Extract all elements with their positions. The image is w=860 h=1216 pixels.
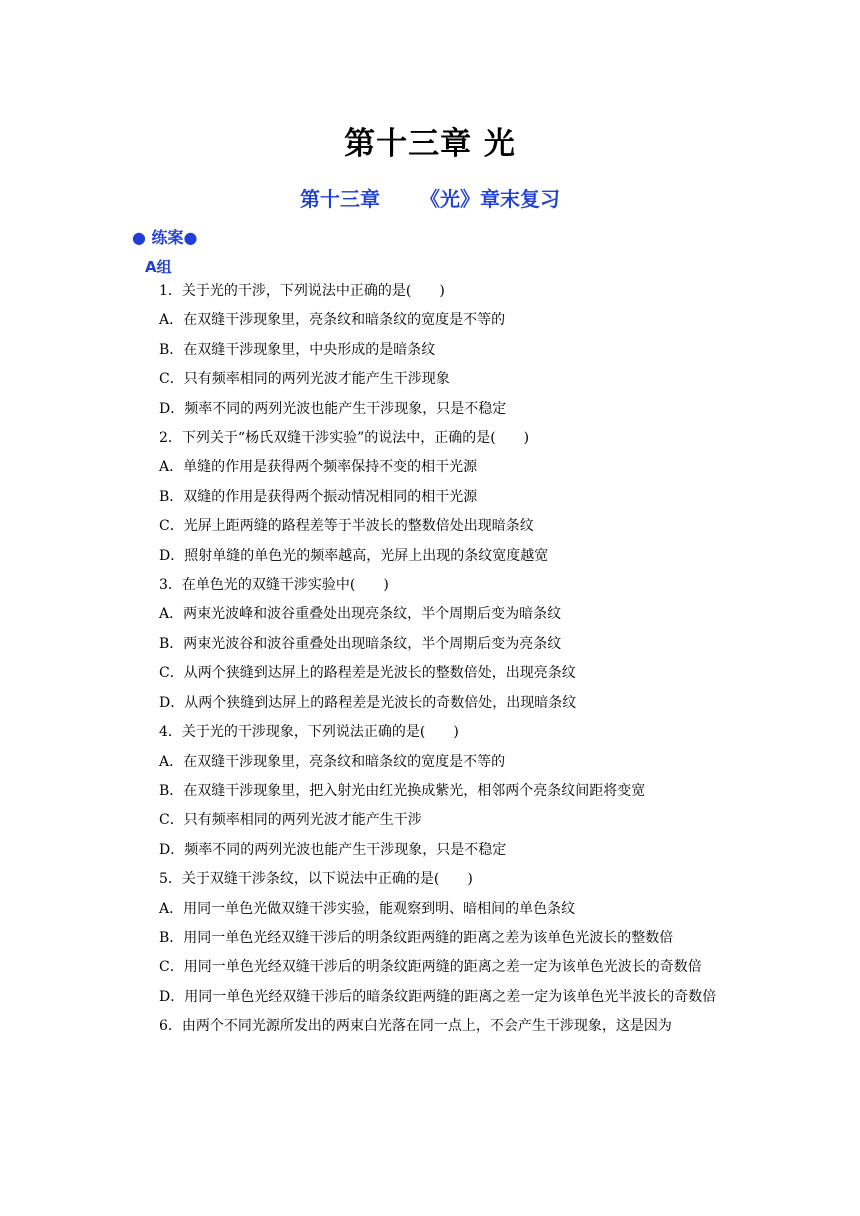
question-line: 2．下列关于“杨氏双缝干涉实验”的说法中，正确的是( ) bbox=[159, 430, 530, 447]
question-list bbox=[132, 277, 732, 1042]
option-line: C．只有频率相同的两列光波才能产生干涉 bbox=[159, 812, 422, 829]
option-line: C．用同一单色光经双缝干涉后的明条纹距两缝的距离之差一定为该单色光波长的奇数倍 bbox=[159, 959, 702, 976]
option-line: C．只有频率相同的两列光波才能产生干涉现象 bbox=[159, 371, 450, 388]
option-line: B．双缝的作用是获得两个振动情况相同的相干光源 bbox=[159, 488, 478, 505]
option-line: B．在双缝干涉现象里，把入射光由红光换成紫光，相邻两个亮条纹间距将变宽 bbox=[159, 782, 646, 799]
option-line: A．两束光波峰和波谷重叠处出现亮条纹，半个周期后变为暗条纹 bbox=[159, 606, 562, 623]
question-line: 1．关于光的干涉，下列说法中正确的是( ) bbox=[159, 283, 445, 299]
option-line: B．在双缝干涉现象里，中央形成的是暗条纹 bbox=[159, 341, 436, 358]
option-line: A．单缝的作用是获得两个频率保持不变的相干光源 bbox=[159, 459, 478, 476]
question-line: 3．在单色光的双缝干涉实验中( ) bbox=[159, 577, 389, 594]
option-line: A．在双缝干涉现象里，亮条纹和暗条纹的宽度是不等的 bbox=[159, 753, 506, 770]
group-label: A组 bbox=[145, 258, 172, 276]
practice-header: ● 练案● bbox=[132, 228, 198, 247]
option-line: D．照射单缝的单色光的频率越高，光屏上出现的条纹宽度越宽 bbox=[159, 547, 549, 564]
option-line: A．在双缝干涉现象里，亮条纹和暗条纹的宽度是不等的 bbox=[159, 312, 506, 329]
option-line: A．用同一单色光做双缝干涉实验，能观察到明、暗相间的单色条纹 bbox=[159, 900, 576, 917]
option-line: C．从两个狭缝到达屏上的路程差是光波长的整数倍处，出现亮条纹 bbox=[159, 665, 576, 682]
question-line: 6．由两个不同光源所发出的两束白光落在同一点上，不会产生干涉现象，这是因为 bbox=[159, 1018, 672, 1035]
option-line: B．用同一单色光经双缝干涉后的明条纹距两缝的距离之差为该单色光波长的整数倍 bbox=[159, 929, 674, 946]
chapter-title: 第十三章 光 bbox=[344, 126, 516, 162]
section-chapter: 第十三章 bbox=[300, 187, 380, 211]
option-line: D．用同一单色光经双缝干涉后的暗条纹距两缝的距离之差一定为该单色光半波长的奇数倍 bbox=[159, 988, 717, 1005]
option-line: D．从两个狭缝到达屏上的路程差是光波长的奇数倍处，出现暗条纹 bbox=[159, 694, 577, 711]
question-line: 4．关于光的干涉现象，下列说法正确的是( ) bbox=[159, 724, 459, 741]
section-name: 《光》章末复习 bbox=[420, 187, 560, 211]
option-line: D．频率不同的两列光波也能产生干涉现象，只是不稳定 bbox=[159, 400, 507, 417]
question-line: 5．关于双缝干涉条纹，以下说法中正确的是( ) bbox=[159, 871, 473, 888]
option-line: D．频率不同的两列光波也能产生干涉现象，只是不稳定 bbox=[159, 841, 507, 858]
option-line: C．光屏上距两缝的路程差等于半波长的整数倍处出现暗条纹 bbox=[159, 518, 534, 535]
section-title bbox=[0, 183, 860, 212]
option-line: B．两束光波谷和波谷重叠处出现暗条纹，半个周期后变为亮条纹 bbox=[159, 635, 562, 652]
